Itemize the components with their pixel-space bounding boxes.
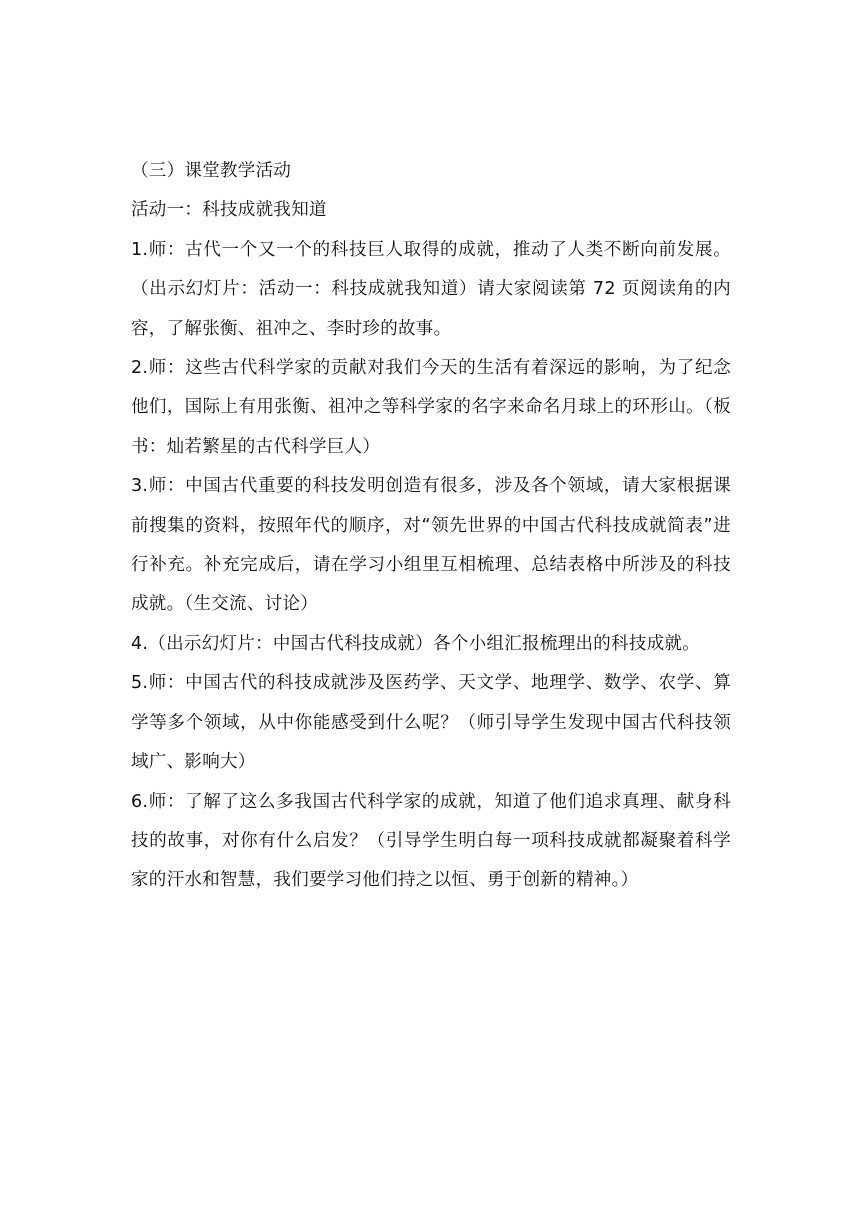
document-body: [131, 152, 731, 901]
paragraph-1: 1.师：古代一个又一个的科技巨人取得的成就，推动了人类不断向前发展。（出示幻灯片：活动一：科技成就我知道）请大家阅读第 72 页阅读角的内容，了解张衡、祖冲之、李时珍的故事。: [131, 239, 731, 339]
activity-title: 活动一：科技成就我知道: [131, 200, 327, 221]
paragraph-6: 6.师：了解了这么多我国古代科学家的成就，知道了他们追求真理、献身科技的故事，对你有什么启发？（引导学生明白每一项科技成就都凝聚着科学家的汗水和智慧，我们要学习他们持之以恒、勇于创新的精神。）: [131, 791, 731, 891]
paragraph-3: 3.师：中国古代重要的科技发明创造有很多，涉及各个领域，请大家根据课前搜集的资料，按照年代的顺序，对“领先世界的中国古代科技成就简表”进行补充。补充完成后，请在学习小组里互相梳理、总结表格中所涉及的科技成就。（生交流、讨论）: [131, 476, 731, 615]
paragraph-2: 2.师：这些古代科学家的贡献对我们今天的生活有着深远的影响，为了纪念他们，国际上有用张衡、祖冲之等科学家的名字来命名月球上的环形山。（板书：灿若繁星的古代科学巨人）: [131, 358, 731, 457]
paragraph-5: 5.师：中国古代的科技成就涉及医药学、天文学、地理学、数学、农学、算学等多个领域，从中你能感受到什么呢？（师引导学生发现中国古代科技领域广、影响大）: [131, 673, 731, 773]
paragraph-4: 4.（出示幻灯片：中国古代科技成就）各个小组汇报梳理出的科技成就。: [131, 633, 701, 654]
section-heading: （三）课堂教学活动: [131, 161, 292, 181]
